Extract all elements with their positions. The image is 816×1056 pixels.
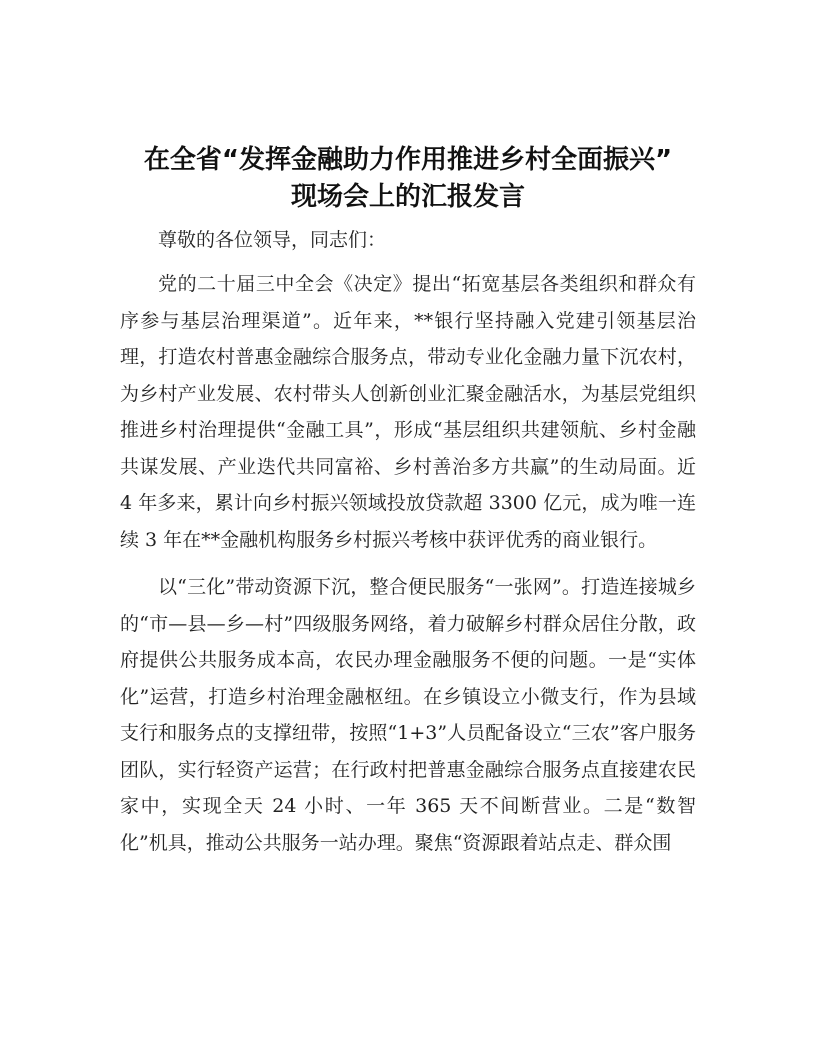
salutation: 尊敬的各位领导，同志们： [158, 229, 387, 251]
document-title [100, 142, 716, 216]
paragraph-1: 党的二十届三中全会《决定》提出“拓宽基层各类组织和群众有序参与基层治理渠道”。近年来，**银行坚持融入党建引领基层治理，打造农村普惠金融综合服务点，带动专业化金融力量下沉农村，为乡村产业发展、农村带头人创新创业汇聚金融活水，为基层党组织推进乡村治理提供“金融工具”，形成“基层组织共建领航、乡村金融共谋发展、产业迭代共同富裕、乡村善治多方共赢”的生动局面。近 4 年多来，累计向乡村振兴领域投放贷款超 3300 亿元，成为唯一连续 3 年在**金融机构服务乡村振兴考核中获评优秀的商业银行。 [120, 273, 696, 551]
paragraph-2: 以“三化”带动资源下沉，整合便民服务“一张网”。打造连接城乡的“市—县—乡—村”四级服务网络，着力破解乡村群众居住分散，政府提供公共服务成本高，农民办理金融服务不便的问题。一是“实体化”运营，打造乡村治理金融枢纽。在乡镇设立小微支行，作为县域支行和服务点的支撑纽带，按照“1+3”人员配备设立“三农”客户服务团队，实行轻资产运营；在行政村把普惠金融综合服务点直接建农民家中，实现全天 24 小时、一年 365 天不间断营业。二是“数智化”机具，推动公共服务一站办理。聚焦“资源跟着站点走、群众围 [120, 576, 696, 854]
document-body [120, 226, 696, 872]
title-line-2: 现场会上的汇报发言 [290, 182, 525, 212]
title-line-1: 在全省“发挥金融助力作用推进乡村全面振兴” [143, 145, 673, 175]
